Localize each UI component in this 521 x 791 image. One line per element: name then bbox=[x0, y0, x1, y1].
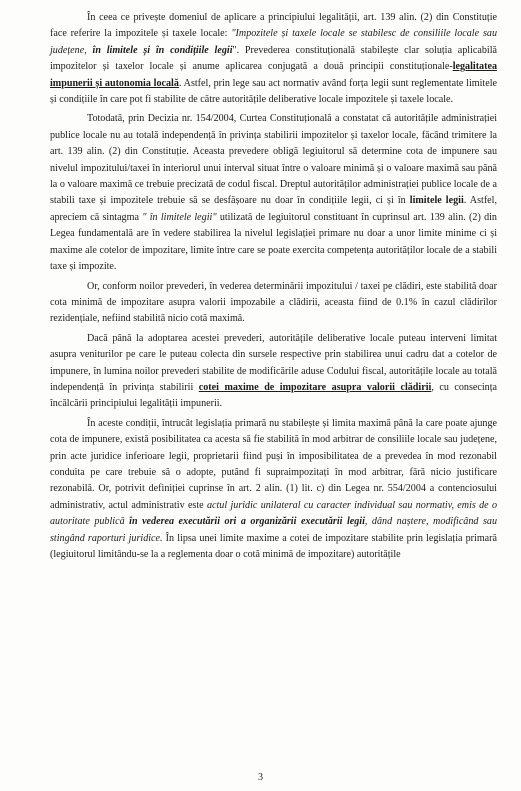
text-segment: , cu consecința încălcării principiului legalității impunerii. bbox=[50, 381, 497, 410]
text-segment: Or, conform noilor prevederi, în vederea determinării impozitului / taxei pe clădiri, este stabilită doar cota minimă de impozitare asupra valorii impozabile a clădirii, aceasta fiind de 0.1% în cazul clădirilor rezidențiale, nefiind stabilită nicio cotă maximă. bbox=[50, 280, 497, 325]
text-segment: Dacă până la adoptarea acestei prevederi, autoritățile deliberative locale puteau interveni limitat asupra veniturilor pe care le puteau colecta din sursele respective prin stabilirea unui cadru dat a cotelor de impunere, în lumina noilor prevederi stabilite de modificările aduse Codului fiscal, autoritățile locale au totală independență în privința stabilirii bbox=[50, 332, 497, 393]
text-segment: ". Prevederea constituțională stabilește clar soluția aplicabilă impozitelor și taxelor locale și anume aplicarea conjugată a două principii constituționale- bbox=[50, 44, 497, 73]
document-body bbox=[50, 10, 497, 566]
text-segment: " în limitele legii" bbox=[142, 211, 217, 223]
text-segment: actul juridic unilateral cu caracter individual sau normativ, emis de o autoritate publică bbox=[50, 499, 497, 528]
text-segment: . Astfel, prin lege sau act normativ având forța legii sunt reglementate limitele și condițiile în care pot fi stabilite de către autoritățile deliberative locale impozitele și taxele locale. bbox=[50, 77, 497, 106]
page-number: 3 bbox=[258, 772, 263, 783]
text-segment: "Impozitele și taxele locale se stabilesc de consiliile locale sau județene, bbox=[50, 28, 497, 56]
paragraph bbox=[50, 279, 497, 328]
text-segment: Totodată, prin Decizia nr. 154/2004, Curtea Constituțională a constatat că autoritățile administrației publice locale nu au totală independență în privința stabilirii impozitelor și taxelor locale, făcând trimitere la art. 139 alin. (2) din Constituție. Aceasta prevedere obligă legiuitorul să determine cota de impunere sau nivelul impozitului/taxei în interiorul unui interval situat între o valoare minimă și o valoare maximă sau până la o valoare maximă ce trebuie precizată de codul fiscal. Dreptul autorităților administrației publice locale de a stabili taxe și impozitele trebuie să se desfășoare nu doar în condițiile legii, ci și în bbox=[50, 113, 497, 207]
text-segment: . Astfel, apreciem că sintagma bbox=[50, 195, 497, 223]
text-segment: legalitatea impunerii și autonomia locală bbox=[50, 61, 497, 89]
text-segment: În ceea ce privește domeniul de aplicare a principiului legalității, art. 139 alin. (2) din Constituție face referire la impozitele și taxele locale: bbox=[50, 12, 497, 40]
text-segment: în vederea executării ori a organizării executării legii bbox=[129, 516, 365, 528]
text-segment: limitele legii bbox=[409, 195, 464, 207]
text-segment: utilizată de legiuitorul constituant în cuprinsul art. 139 alin. (2) din Legea fundamentală are în vedere stabilirea la nivelul legislației primare nu doar a unor limite minime ci și maxime ale cotelor de impozitare, limite între care se poate exercita competența autorităților locale de a stabili taxe și impozite. bbox=[50, 211, 497, 273]
paragraph bbox=[50, 111, 497, 275]
text-segment: cotei maxime de impozitare asupra valorii clădirii bbox=[198, 381, 432, 393]
text-segment: În lipsa unei limite maxime a cotei de impozitare stabilite prin legislația primară (legiuitorul limitându-se la a reglementa doar o cotă minimă de impozitare) autoritățile bbox=[50, 532, 497, 560]
text-segment: în limitele și în condițiile legii bbox=[92, 44, 233, 56]
text-segment: , dând naștere, modificând sau stingând raporturi juridice. bbox=[50, 516, 497, 544]
paragraph bbox=[50, 331, 497, 413]
text-segment: În aceste condiții, întrucât legislația primară nu stabilește și limita maximă până la care poate ajunge cota de impunere, există posibilitatea ca acesta să fie stabilită în mod arbitrar de consiliile locale sau județene, prin acte juridice inferioare legii, proprietarii fiind puși în imposibilitatea de a prevedea în mod rezonabil conduita pe care trebuie să o adopte, putând fi supraimpozitați în mod arbitrar, fără niciο justificare rezonabilă. Or, potrivit definiției cuprinse în art. 2 alin. (1) lit. c) din Legea nr. 554/2004 a contenciosului administrativ, actul administrativ este bbox=[50, 417, 497, 511]
paragraph bbox=[50, 416, 497, 564]
paragraph bbox=[50, 10, 497, 108]
